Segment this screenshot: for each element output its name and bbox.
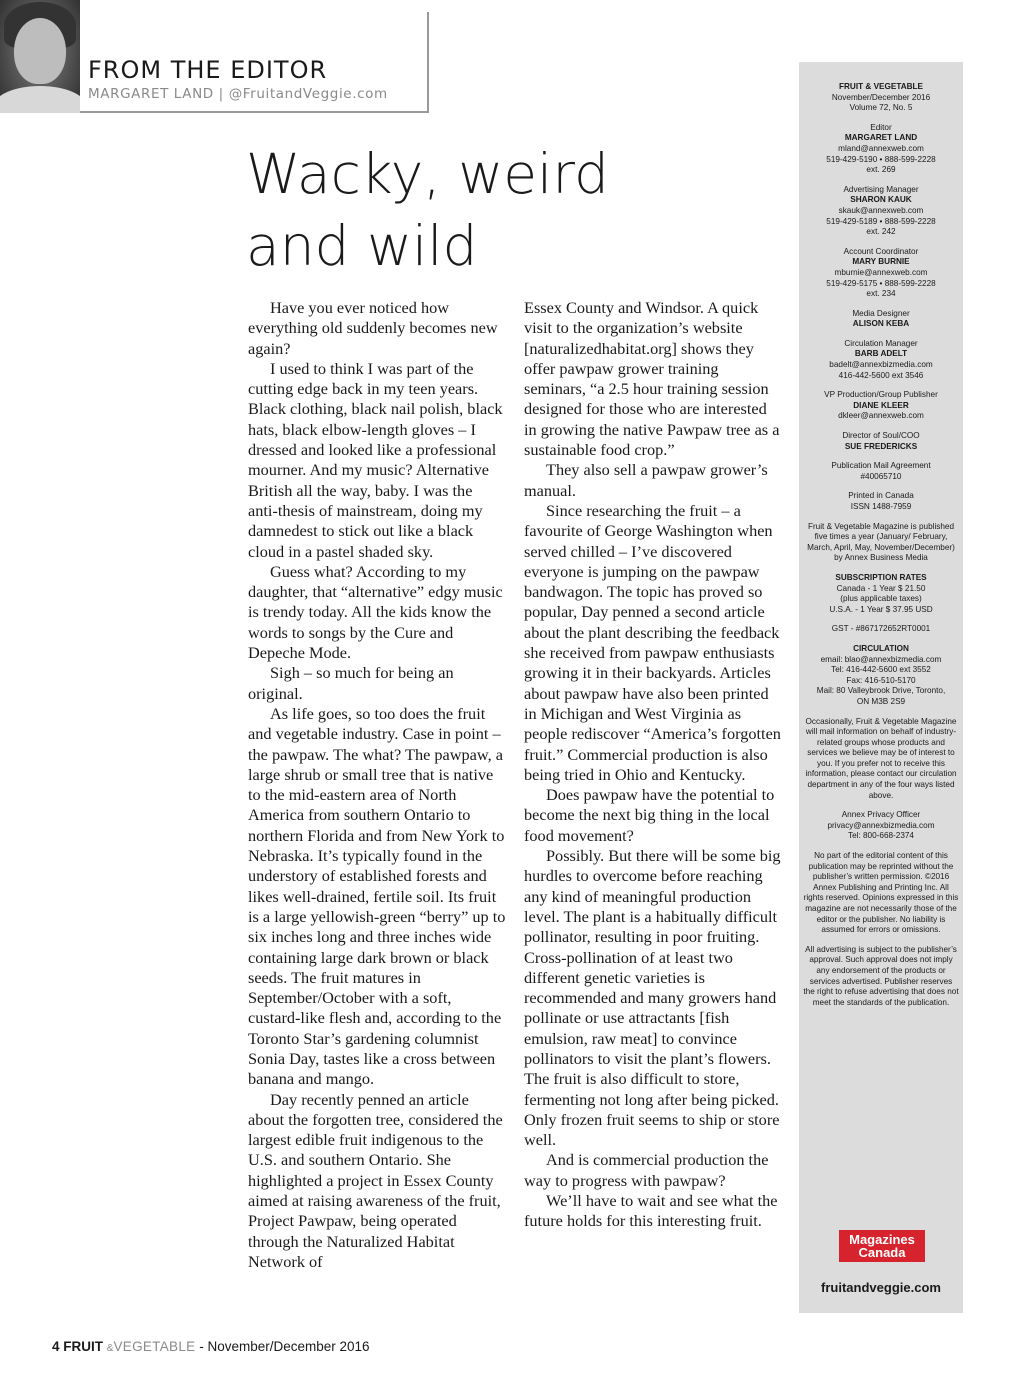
masthead-publication: FRUIT & VEGETABLE November/December 2016 Volume 72, No. 5: [831, 82, 931, 113]
paragraph: Have you ever noticed how everything old suddenly becomes new again?: [248, 298, 498, 358]
paragraph: Possibly. But there will be some big hurdles to overcome before reaching any kind of meaningful production level. The plant is a habitually difficult pollinator, resulting in poor fruiting. Cross-pollination of at least two different genetic varieties is recommended and many growers hand pollinate or use attractants [fish emulsion, raw meat] to convince pollinators to visit the plant’s flowers. The fruit is also difficult to store, fermenting not long after being picked. Only frozen fruit seems to ship or store well.: [524, 846, 781, 1150]
section-title: FROM THE EDITOR: [88, 56, 328, 84]
header-divider-horizontal: [80, 111, 429, 113]
masthead-director-soul: Director of Soul/COO SUE FREDERICKS: [842, 431, 920, 451]
masthead-subscription: SUBSCRIPTION RATES Canada - 1 Year $ 21.50 (plus applicable taxes) U.S.A. - 1 Year $ 37.95 USD: [829, 572, 933, 614]
editor-photo: [0, 0, 80, 113]
paragraph: And is commercial production the way to progress with pawpaw?: [524, 1150, 769, 1190]
paragraph: They also sell a pawpaw grower’s manual.: [524, 460, 768, 500]
masthead-sidebar: [799, 62, 963, 1313]
header-divider-vertical: [427, 12, 429, 112]
article-column-2: [524, 298, 782, 1232]
page-footer: [52, 1339, 370, 1354]
masthead-mail-agreement: Publication Mail Agreement #40065710: [831, 461, 931, 481]
masthead-advertising-policy: All advertising is subject to the publisher’s approval. Such approval does not imply any endorsement of the products or services advertised. Publisher reserves the right to refuse advertising that does not meet the standards of the publication.: [803, 944, 959, 1007]
headline-line-2: and wild: [246, 214, 478, 278]
paragraph: Day recently penned an article about the forgotten tree, considered the largest edible fruit indigenous to the U.S. and southern Ontario. She highlighted a project in Essex County aimed at raising awareness of the fruit, Project Pawpaw, being operated through the Naturalized Habitat Network of: [248, 1089, 503, 1271]
website-link[interactable]: fruitandveggie.com: [821, 1280, 941, 1295]
masthead-gst: GST - #867172652RT0001: [831, 624, 931, 634]
article-column-1: [248, 298, 506, 1272]
masthead-frequency: Fruit & Vegetable Magazine is published five times a year (January/ February, March, April, May, November/December) by Annex Business Media: [807, 521, 955, 563]
masthead-media-designer: Media Designer ALISON KEBA: [852, 308, 910, 329]
paragraph: Sigh – so much for being an original.: [248, 663, 454, 703]
masthead-circulation: CIRCULATION email: blao@annexbizmedia.com Tel: 416-442-5600 ext 3552 Fax: 416-510-5170 Mail: 80 Valleybrook Drive, Toronto, ON M3B 2S9: [816, 643, 946, 706]
headline-line-1: Wacky, weird: [246, 142, 609, 206]
paragraph-continued: Essex County and Windsor. A quick visit to the organization’s website [naturalizedhabitat.org] shows they offer pawpaw grower training seminars, “a 2.5 hour training session designed for those who are interested in growing the native Pawpaw tree as a sustainable food crop.”: [524, 298, 780, 460]
masthead-circulation-manager: Circulation Manager BARB ADELT badelt@annexbizmedia.com 416-442-5600 ext 3546: [829, 338, 933, 380]
editor-byline: MARGARET LAND | @FruitandVeggie.com: [88, 86, 388, 102]
magazines-canada-logo: Magazines Canada: [839, 1230, 925, 1262]
masthead-account-coordinator: Account Coordinator MARY BURNIE mburnie@annexweb.com 519-429-5175 • 888-599-2228 ext. 234: [826, 246, 936, 299]
masthead-printed: Printed in Canada ISSN 1488-7959: [848, 491, 914, 511]
footer-page-number: 4: [52, 1339, 60, 1354]
paragraph: As life goes, so too does the fruit and vegetable industry. Case in point – the pawpaw. The what? The pawpaw, a large shrub or small tree that is native to the mid-eastern area of North America from southern Ontario to northern Florida and from New York to Nebraska. It’s typically found in the understory of established forests and likes well-drained, fertile soil. Its fruit is a large yellowish-green “berry” up to six inches long and three inches wide containing large dark brown or black seeds. The fruit matures in September/October with a soft, custard-like flesh and, according to the Toronto Star’s gardening columnist Sonia Day, tastes like a cross between banana and mango.: [248, 703, 506, 1089]
footer-vegetable: VEGETABLE: [113, 1339, 196, 1354]
article-headline: [246, 138, 766, 282]
masthead-ad-manager: Advertising Manager SHARON KAUK skauk@annexweb.com 519-429-5189 • 888-599-2228 ext. 242: [826, 184, 936, 237]
masthead-vp-production: VP Production/Group Publisher DIANE KLEER dkleer@annexweb.com: [824, 390, 938, 421]
masthead-privacy: Annex Privacy Officer privacy@annexbizmedia.com Tel: 800-668-2374: [827, 810, 935, 841]
paragraph: Guess what? According to my daughter, that “alternative” edgy music is trendy today. All the kids know the words to songs by the Cure and Depeche Mode.: [248, 561, 503, 663]
footer-issue: - November/December 2016: [199, 1339, 370, 1354]
paragraph: Does pawpaw have the potential to become the next big thing in the local food movement?: [524, 785, 775, 845]
paragraph: We’ll have to wait and see what the future holds for this interesting fruit.: [524, 1191, 778, 1231]
paragraph: I used to think I was part of the cutting edge back in my teen years. Black clothing, black nail polish, black hats, black elbow-length gloves – I dressed and looked like a professional mourner. And my music? Alternative British all the way, baby. I was the anti-thesis of mainstream, doing my damnedest to stick out like a black cloud in a pastel shaded sky.: [248, 358, 503, 561]
masthead-copyright: No part of the editorial content of this publication may be reprinted without the publisher’s written permission. ©2016 Annex Publishing and Printing Inc. All rights reserved. Opinions expressed in this magazine are not necessarily those of the editor or the publisher. No liability is assumed for errors or omissions.: [803, 851, 959, 935]
masthead-editor: Editor MARGARET LAND mland@annexweb.com 519-429-5190 • 888-599-2228 ext. 269: [826, 122, 936, 175]
footer-fruit: FRUIT: [63, 1339, 104, 1354]
paragraph: Since researching the fruit – a favourite of George Washington when served chilled – I’ve discovered everyone is jumping on the pawpaw bandwagon. The topic has proved so popular, Day penned a second article about the plant describing the feedback she received from pawpaw enthusiasts growing it in their backyards. Articles about pawpaw have also been printed in Michigan and West Virginia as people rediscover “America’s forgotten fruit.” Commercial production is also being tried in Ohio and Kentucky.: [524, 500, 781, 784]
masthead-mailing-notice: Occasionally, Fruit & Vegetable Magazine will mail information on behalf of industry-related groups whose products and services we believe may be of interest to you. If you prefer not to receive this information, please contact our circulation department in any of the four ways listed above.: [805, 716, 957, 800]
footer-ampersand: &: [106, 1343, 114, 1354]
